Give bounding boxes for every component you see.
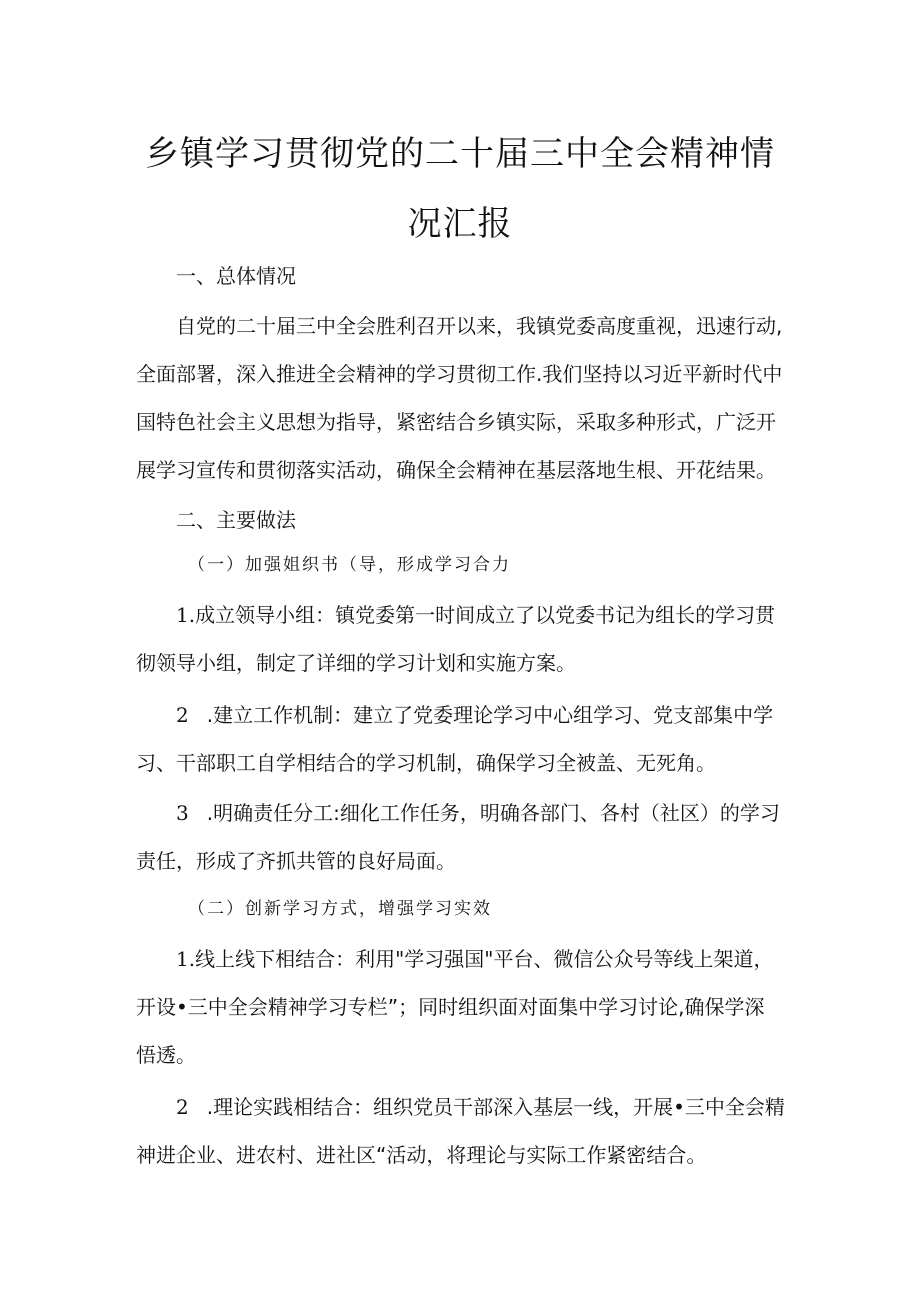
item-1-3-line-1 — [176, 799, 780, 827]
item-2-2-text: .理论实践相结合：组织党员干部深入基层一线，开展•三中全会精 — [206, 1095, 785, 1119]
section-1-paragraph-line-2: 全面部署，深入推进全会精神的学习贯彻工作.我们坚持以习近平新时代中 — [136, 362, 783, 386]
item-1-2-number: 2 — [176, 703, 189, 727]
item-1-1-text: 成立领导小组：镇党委第一时间成立了以党委书记为组长的学习贯 — [195, 603, 776, 627]
item-1-1-line-2: 彻领导小组，制定了详细的学习计划和实施方案。 — [136, 651, 576, 675]
item-2-1-number: 1. — [176, 947, 196, 971]
item-2-1-text: 线上线下相结合：利用"学习强国"平台、微信公众号等线上架道， — [195, 947, 774, 971]
section-1-paragraph-line-1: 自党的二十届三中全会胜利召开以来，我镇党委高度重视，迅速行动, — [176, 314, 783, 338]
item-1-2-line-2: 习、干部职工自学相结合的学习机制，确保学习全被盖、无死角。 — [136, 751, 716, 775]
section-1-paragraph-line-4: 展学习宣传和贯彻落实活动，确保全会精神在基层落地生根、开花结果。 — [136, 458, 776, 482]
item-2-2-line-2: 神进企业、进农村、进社区“活动，将理论与实际工作紧密结合。 — [136, 1143, 707, 1167]
subsection-1-heading: （一）加强姐织书（导，形成学习合力 — [188, 555, 511, 575]
item-1-3-number: 3 — [176, 801, 189, 825]
item-2-2-number: 2 — [176, 1095, 189, 1119]
item-2-1-line-2: 开设•三中全会精神学习专栏”；同时组织面对面集中学习讨论,确保学深 — [136, 995, 765, 1019]
section-1-heading: 一、总体情况 — [176, 264, 296, 288]
section-1-paragraph-line-3: 国特色社会主义思想为指导，紧密结合乡镇实际，采取多种形式，广泛开 — [136, 410, 776, 434]
item-1-3-text: .明确责任分工:细化工作任务，明确各部门、各村（社区）的学习 — [206, 801, 780, 825]
document-title-line-2: 况汇报 — [407, 204, 513, 244]
item-1-2-line-1 — [176, 701, 773, 729]
section-2-heading: 二、主要做法 — [176, 508, 296, 532]
item-1-3-line-2: 责任，形成了齐抓共管的良好局面。 — [136, 849, 456, 873]
item-1-1-number: 1. — [176, 603, 196, 627]
item-1-2-text: .建立工作机制：建立了党委理论学习中心组学习、党支部集中学 — [206, 703, 774, 727]
subsection-2-heading: （二）创新学习方式，增强学习实效 — [188, 899, 492, 919]
item-1-1-line-1 — [176, 601, 775, 629]
item-2-2-line-1 — [176, 1093, 785, 1121]
item-2-1-line-3: 悟透。 — [136, 1043, 196, 1067]
document-title-line-1: 乡镇学习贯彻党的二十届三中全会精神情 — [145, 134, 775, 174]
item-2-1-line-1 — [176, 945, 774, 973]
